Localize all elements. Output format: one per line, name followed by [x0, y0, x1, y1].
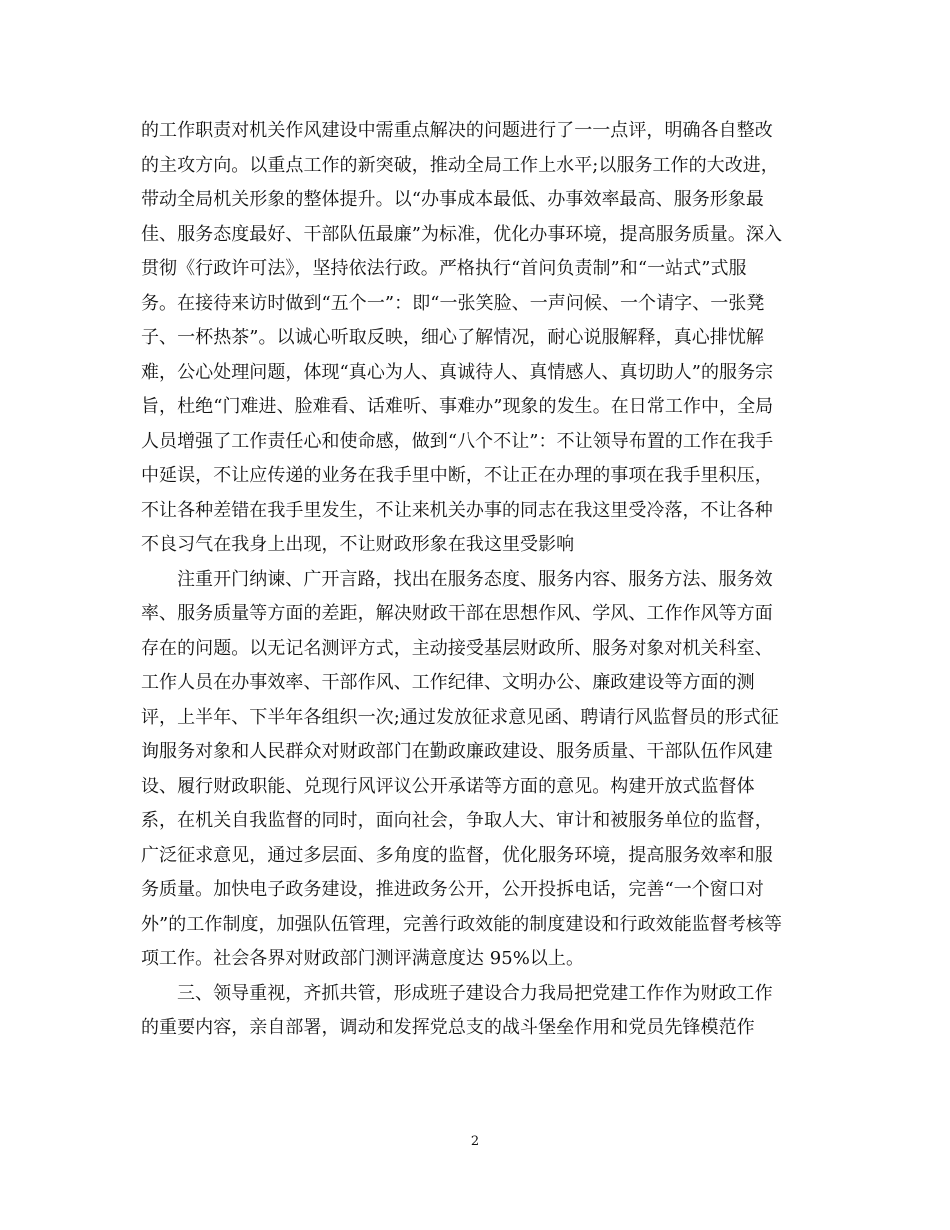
text-line: 的重要内容，亲自部署，调动和发挥党总支的战斗堡垒作用和党员先锋模范作	[141, 1017, 755, 1038]
text-line: 的主攻方向。以重点工作的新突破，推动全局工作上水平;以服务工作的大改进，	[141, 154, 779, 176]
paragraph-first-line: 三、领导重视，齐抓共管，形成班子建设合力我局把党建工作作为财政工作	[177, 982, 773, 1004]
text-line: 广泛征求意见，通过多层面、多角度的监督，优化服务环境，提高服务效率和服	[141, 844, 773, 866]
text-line: 项工作。社会各界对财政部门测评满意度达 95%以上。	[141, 948, 585, 969]
text-line: 带动全局机关形象的整体提升。以“办事成本最低、办事效率最高、服务形象最	[141, 189, 764, 210]
text-line: 存在的问题。以无记名测评方式，主动接受基层财政所、服务对象对机关科室、	[141, 637, 773, 659]
text-line: 务。在接待来访时做到“五个一”：即“一张笑脸、一声问候、一个请字、一张凳	[141, 292, 765, 314]
text-line: 不良习气在我身上出现，不让财政形象在我这里受影响	[141, 534, 575, 555]
text-line: 人员增强了工作责任心和使命感，做到“八个不让”：不让领导布置的工作在我手	[141, 430, 774, 452]
page-number: 2	[470, 1134, 480, 1149]
text-line: 外”的工作制度，加强队伍管理，完善行政效能的制度建设和行政效能监督考核等	[141, 913, 782, 935]
text-line: 询服务对象和人民群众对财政部门在勤政廉政建设、服务质量、干部队伍作风建	[141, 741, 773, 762]
text-line: 旨，杜绝“门难进、脸难看、话难听、事难办”现象的发生。在日常工作中，全局	[141, 396, 774, 417]
text-line: 评，上半年、下半年各组织一次;通过发放征求意见函、聘请行风监督员的形式征	[141, 706, 779, 728]
paragraph-first-line: 注重开门纳谏、广开言路，找出在服务态度、服务内容、服务方法、服务效	[177, 568, 773, 590]
text-line: 子、一杯热茶”。以诚心听取反映，细心了解情况，耐心说服解释，真心排忧解	[141, 327, 764, 348]
text-line: 中延误，不让应传递的业务在我手里中断，不让正在办理的事项在我手里积压，	[141, 465, 773, 486]
text-line: 贯彻《行政许可法》，坚持依法行政。严格执行“首问负责制”和“一站式”式服	[141, 258, 747, 279]
text-line: 不让各种差错在我手里发生，不让来机关办事的同志在我这里受冷落，不让各种	[141, 499, 773, 521]
body-text	[141, 114, 811, 1046]
text-line: 务质量。加快电子政务建设，推进政务公开，公开投拆电话，完善“一个窗口对	[141, 879, 764, 900]
text-line: 设、履行财政职能、兑现行风评议公开承诺等方面的意见。构建开放式监督体	[141, 775, 755, 797]
text-line: 率、服务质量等方面的差距，解决财政干部在思想作风、学风、工作作风等方面	[141, 603, 773, 624]
text-line: 的工作职责对机关作风建设中需重点解决的问题进行了一一点评，明确各自整改	[141, 120, 773, 141]
text-line: 佳、服务态度最好、干部队伍最廉”为标准，优化办事环境，提高服务质量。深入	[141, 223, 782, 245]
text-line: 难，公心处理问题，体现“真心为人、真诚待人、真情感人、真切助人”的服务宗	[141, 361, 774, 383]
text-line: 系，在机关自我监督的同时，面向社会，争取人大、审计和被服务单位的监督，	[141, 810, 773, 831]
text-line: 工作人员在办事效率、干部作风、工作纪律、文明办公、廉政建设等方面的测	[141, 672, 755, 693]
